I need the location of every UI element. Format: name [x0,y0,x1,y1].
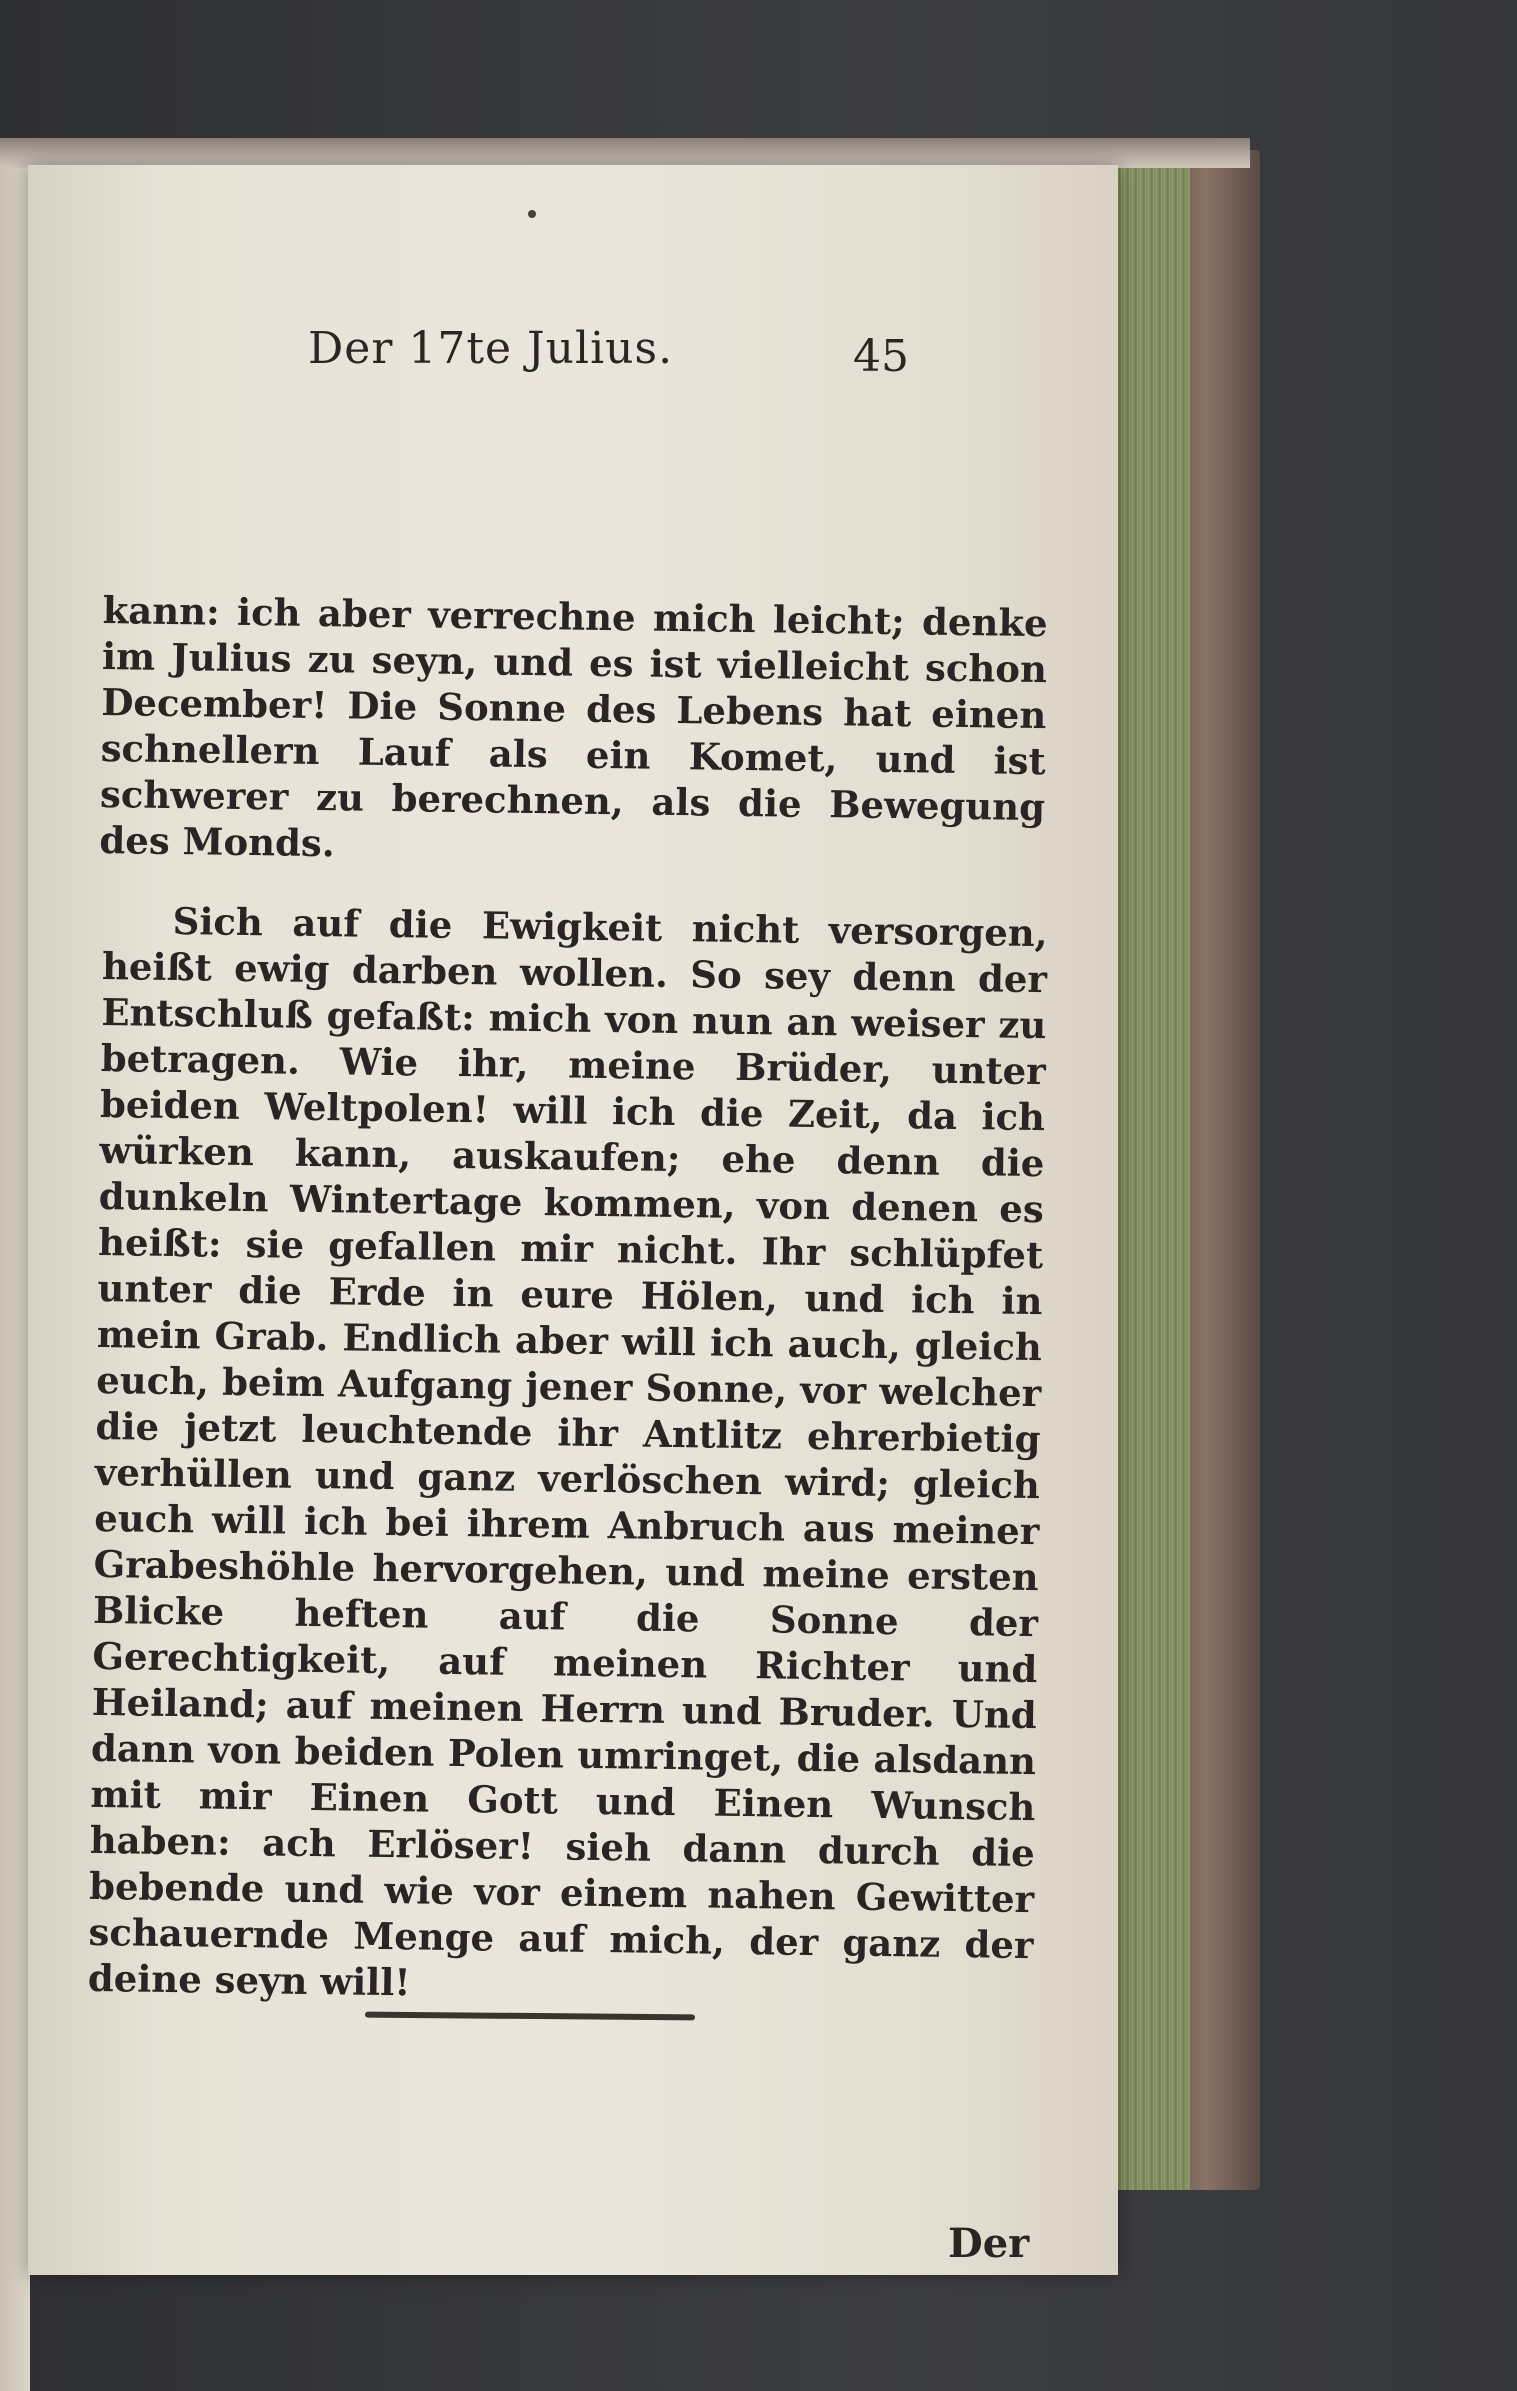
text-block [87,285,1048,2267]
paragraph-2: Sich auf die Ewigkeit nicht versorgen, heißt ewig darben wollen. So sey denn der Entschluß gefaßt: mich von nun an weiser zu betragen. Wie ihr, meine Brüder, unter beiden Weltpolen! will ich die Zeit, da ich würken kann, auskaufen; ehe denn die dunkeln Wintertage kommen, von denen es heißt: sie gefallen mir nicht. Ihr schlüpfet unter die Erde in eure Hölen, und ich in mein Grab. Endlich aber will ich auch, gleich euch, beim Aufgang jener Sonne, vor welcher die jetzt leuchtende ihr Antlitz ehrerbietig verhüllen und ganz verlöschen wird; gleich euch will ich bei ihrem Anbruch aus meiner Grabeshöhle hervorgehen, und meine ersten Blicke heften auf die Sonne der Gerechtigkeit, auf meinen Richter und Heiland; auf meinen Herrn und Bruder. Und dann von beiden Polen umringet, die alsdann mit mir Einen Gott und Einen Wunsch haben: ach Erlöser! sieh dann durch die bebende und wie vor einem nahen Gewitter schauernde Menge auf mich, der ganz der deine seyn will! [87,898,1048,2005]
section-rule [365,2012,695,2021]
book-page [28,165,1118,2275]
print-speck [528,210,536,218]
catchword: Der [948,2220,1030,2267]
running-head: Der 17te Julius. [308,323,674,374]
book-top-edge [0,138,1250,168]
left-page-sliver [0,168,30,2391]
page-number: 45 [853,331,909,382]
paragraph-1: kann: ich aber verrechne mich leicht; denke im Julius zu seyn, und es ist vielleicht schon December! Die Sonne des Lebens hat einen schnellern Lauf als ein Komet, und ist schwerer zu berechnen, als die Bewegung des Monds. [99,587,1048,866]
